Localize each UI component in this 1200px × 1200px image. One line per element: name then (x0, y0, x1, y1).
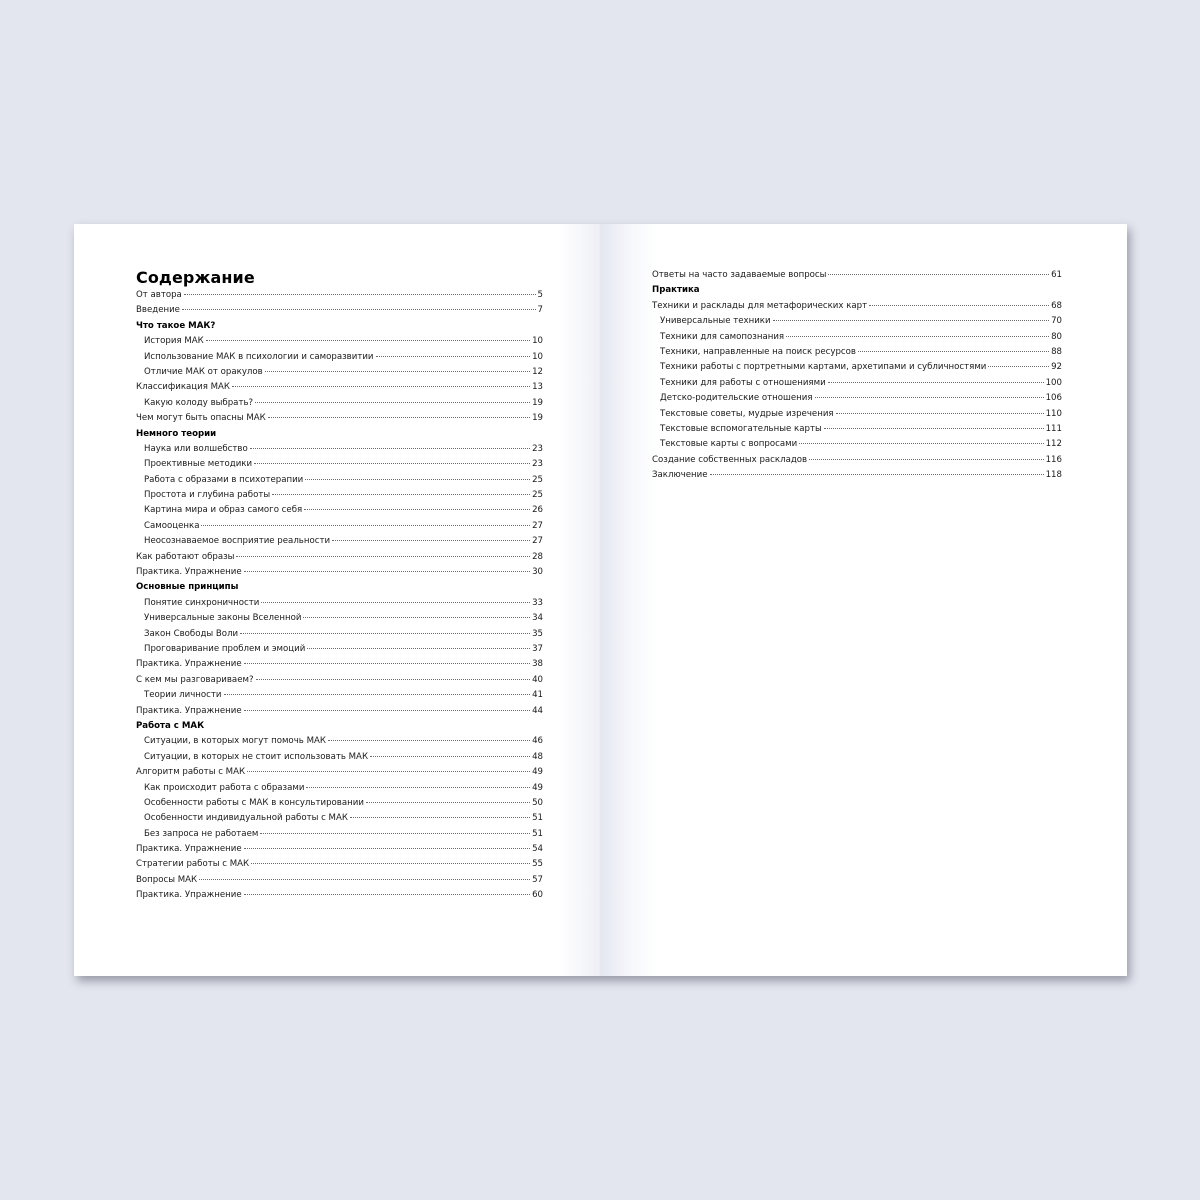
toc-entry-page: 25 (532, 490, 543, 501)
toc-entry-page: 10 (532, 351, 543, 362)
dot-leader (232, 386, 530, 387)
toc-entry-page: 26 (532, 505, 543, 516)
dot-leader (307, 648, 530, 649)
toc-entry-page: 41 (532, 690, 543, 701)
toc-entry (136, 704, 543, 719)
toc-entry (652, 299, 1062, 314)
dot-leader (250, 448, 530, 449)
dot-leader (306, 787, 530, 788)
toc-entry-title: Работа с образами в психотерапии (144, 474, 304, 485)
toc-entry (136, 688, 543, 703)
toc-entry-title: Картина мира и образ самого себя (144, 505, 303, 516)
book-spread (74, 224, 1127, 976)
toc-entry-page: 27 (532, 536, 543, 547)
toc-entry (136, 811, 543, 826)
toc-entry-page: 61 (1051, 270, 1062, 280)
toc-entry-page: 112 (1045, 439, 1062, 450)
toc-entry-title: Использование МАК в психологии и саморазвитии (144, 351, 374, 362)
toc-entry-title: Ситуации, в которых могут помочь МАК (144, 736, 326, 747)
toc-entry-title: Текстовые вспомогательные карты (660, 423, 822, 434)
dot-leader (350, 817, 530, 818)
dot-leader (236, 556, 530, 557)
toc-section-heading: Немного теории (136, 428, 217, 439)
toc-entry-title: Особенности работы с МАК в консультировании (144, 797, 364, 808)
toc-entry (136, 642, 543, 657)
dot-leader (809, 459, 1043, 460)
dot-leader (828, 382, 1044, 383)
toc-entry (652, 268, 1062, 283)
left-page (74, 224, 600, 976)
toc-entry-title: Как работают образы (136, 551, 235, 562)
dot-leader (247, 771, 530, 772)
toc-entry (136, 396, 543, 411)
toc-entry (136, 303, 543, 318)
dot-leader (260, 833, 530, 834)
toc-entry-page: 80 (1051, 331, 1062, 342)
toc-entry-page: 111 (1045, 423, 1062, 434)
toc-entry (136, 611, 543, 626)
dot-leader (244, 894, 530, 895)
dot-leader (265, 371, 530, 372)
dot-leader (988, 366, 1049, 367)
toc-entry (136, 596, 543, 611)
toc-entry-page: 49 (532, 782, 543, 793)
toc-entry (652, 391, 1062, 406)
toc-entry-page: 23 (532, 459, 543, 470)
dot-leader (376, 356, 531, 357)
toc-entry-title: Практика. Упражнение (136, 659, 242, 670)
toc-entry-page: 100 (1045, 377, 1062, 388)
toc-entry (652, 407, 1062, 422)
dot-leader (251, 863, 530, 864)
toc-entry (652, 422, 1062, 437)
dot-leader (182, 309, 536, 310)
toc-entry-page: 23 (532, 443, 543, 454)
toc-entry-page: 57 (532, 874, 543, 885)
dot-leader (305, 479, 530, 480)
toc-entry (136, 873, 543, 888)
toc-entry-page: 34 (532, 613, 543, 624)
toc-entry-title: Ситуации, в которых не стоит использовать МАК (144, 751, 369, 762)
toc-entry (136, 334, 543, 349)
dot-leader (255, 402, 530, 403)
toc-entry-title: Детско-родительские отношения (660, 393, 813, 404)
toc-entry-page: 68 (1051, 300, 1062, 311)
dot-leader (710, 474, 1044, 475)
toc-entry (136, 750, 543, 765)
toc-entry-page: 48 (532, 751, 543, 762)
dot-leader (786, 336, 1049, 337)
toc-entry-title: С кем мы разговариваем? (136, 674, 254, 685)
toc-entry-page: 37 (532, 643, 543, 654)
toc-entry (136, 350, 543, 365)
toc-entry-title: Создание собственных раскладов (652, 454, 808, 465)
toc-entry-page: 54 (532, 844, 543, 855)
toc-entry-title: Понятие синхроничности (144, 597, 260, 608)
dot-leader (254, 463, 530, 464)
toc-entry (136, 519, 543, 534)
dot-leader (332, 540, 530, 541)
toc-entry (136, 781, 543, 796)
toc-entry-page: 55 (532, 859, 543, 870)
toc-entry-page: 35 (532, 628, 543, 639)
toc-entry-title: Ответы на часто задаваемые вопросы (652, 270, 827, 280)
toc-entry-title: История МАК (144, 336, 204, 347)
toc-entry (652, 345, 1062, 360)
toc-entry (136, 673, 543, 688)
toc-entry-title: Техники работы с портретными картами, архетипами и субличностями (660, 362, 987, 373)
toc-entry-page: 92 (1051, 362, 1062, 373)
toc-section-heading: Практика (652, 285, 700, 296)
toc-entry (652, 330, 1062, 345)
toc-entry-page: 13 (532, 382, 543, 393)
toc-entry (136, 827, 543, 842)
toc-entry-title: Простота и глубина работы (144, 490, 271, 501)
toc-entry-page: 7 (537, 305, 543, 316)
dot-leader (240, 633, 530, 634)
toc-entry-page: 110 (1045, 408, 1062, 419)
toc-entry (652, 437, 1062, 452)
dot-leader (815, 397, 1044, 398)
toc-entry-title: Неосознаваемое восприятие реальности (144, 536, 331, 547)
toc-entry-page: 10 (532, 336, 543, 347)
toc-entry-title: Практика. Упражнение (136, 705, 242, 716)
toc-entry-title: Наука или волшебство (144, 443, 248, 454)
toc-entry-page: 27 (532, 520, 543, 531)
toc-entry (652, 314, 1062, 329)
toc-entry (136, 734, 543, 749)
toc-entry (136, 288, 543, 303)
toc-entry-page: 51 (532, 813, 543, 824)
toc-entry-page: 88 (1051, 346, 1062, 357)
toc-entry-title: Классификация МАК (136, 382, 231, 393)
toc-entry-page: 28 (532, 551, 543, 562)
dot-leader (256, 679, 531, 680)
toc-entry (136, 565, 543, 580)
toc-entry-title: Какую колоду выбрать? (144, 397, 254, 408)
toc-entry (136, 857, 543, 872)
toc-entry (136, 365, 543, 380)
dot-leader (773, 320, 1049, 321)
toc-entry-page: 25 (532, 474, 543, 485)
toc-entry-page: 50 (532, 797, 543, 808)
dot-leader (261, 602, 530, 603)
toc-entry-title: Вопросы МАК (136, 874, 198, 885)
toc-entry-title: Самооценка (144, 520, 200, 531)
toc-entry-title: Проективные методики (144, 459, 253, 470)
toc-entry (136, 411, 543, 426)
toc-entry-title: Заключение (652, 470, 708, 481)
toc-entry-title: Универсальные техники (660, 316, 771, 327)
toc-entry (652, 360, 1062, 375)
toc-heading: Содержание (136, 268, 255, 287)
toc-entry-page: 118 (1045, 470, 1062, 481)
dot-leader (206, 340, 530, 341)
dot-leader (304, 509, 530, 510)
toc-entry (136, 534, 543, 549)
dot-leader (199, 879, 530, 880)
toc-entry (136, 657, 543, 672)
dot-leader (272, 494, 530, 495)
toc-entry-title: Практика. Упражнение (136, 844, 242, 855)
toc-entry-title: Техники, направленные на поиск ресурсов (660, 346, 856, 357)
dot-leader (858, 351, 1049, 352)
toc-entry-title: От автора (136, 290, 182, 300)
toc-entry (136, 796, 543, 811)
dot-leader (244, 710, 530, 711)
dot-leader (184, 294, 536, 295)
dot-leader (824, 428, 1044, 429)
dot-leader (224, 694, 531, 695)
toc-entry-page: 46 (532, 736, 543, 747)
toc-entry-title: Техники для работы с отношениями (660, 377, 826, 388)
toc-entry-page: 33 (532, 597, 543, 608)
toc-list-right (652, 268, 1062, 483)
toc-entry (652, 453, 1062, 468)
dot-leader (268, 417, 530, 418)
toc-entry (136, 380, 543, 395)
toc-entry (136, 473, 543, 488)
toc-entry-title: Проговаривание проблем и эмоций (144, 643, 306, 654)
toc-entry-title: Закон Свободы Воли (144, 628, 239, 639)
toc-entry-page: 12 (532, 366, 543, 377)
toc-entry (136, 503, 543, 518)
toc-entry-page: 5 (537, 290, 543, 300)
toc-entry-title: Чем могут быть опасны МАК (136, 413, 266, 424)
dot-leader (244, 663, 530, 664)
dot-leader (869, 305, 1049, 306)
toc-entry (136, 888, 543, 903)
toc-section-heading: Работа с МАК (136, 720, 205, 731)
toc-entry-title: Стратегии работы с МАК (136, 859, 250, 870)
toc-entry-title: Алгоритм работы с МАК (136, 767, 246, 778)
toc-entry-page: 49 (532, 767, 543, 778)
toc-entry (652, 376, 1062, 391)
toc-entry-page: 19 (532, 397, 543, 408)
toc-entry-title: Техники для самопознания (660, 331, 785, 342)
toc-entry-title: Универсальные законы Вселенной (144, 613, 302, 624)
toc-entry-title: Без запроса не работаем (144, 828, 259, 839)
dot-leader (201, 525, 530, 526)
toc-entry-title: Практика. Упражнение (136, 890, 242, 901)
toc-entry-title: Особенности индивидуальной работы с МАК (144, 813, 348, 824)
toc-entry-page: 44 (532, 705, 543, 716)
dot-leader (244, 571, 530, 572)
dot-leader (836, 413, 1044, 414)
toc-section-heading: Что такое МАК? (136, 320, 216, 331)
dot-leader (244, 848, 530, 849)
toc-list-left (136, 288, 543, 904)
toc-entry-title: Текстовые советы, мудрые изречения (660, 408, 834, 419)
toc-section-heading: Основные принципы (136, 582, 239, 593)
toc-entry-title: Техники и расклады для метафорических карт (652, 300, 868, 311)
toc-entry-page: 51 (532, 828, 543, 839)
toc-entry (136, 457, 543, 472)
dot-leader (366, 802, 530, 803)
dot-leader (328, 740, 530, 741)
toc-entry (136, 488, 543, 503)
toc-entry (652, 468, 1062, 483)
toc-entry-page: 106 (1045, 393, 1062, 404)
toc-entry-title: Как происходит работа с образами (144, 782, 305, 793)
toc-entry (136, 765, 543, 780)
toc-entry-title: Теории личности (144, 690, 222, 701)
right-page (600, 224, 1127, 976)
dot-leader (799, 443, 1043, 444)
toc-entry-page: 116 (1045, 454, 1062, 465)
toc-entry-page: 19 (532, 413, 543, 424)
dot-leader (828, 274, 1049, 275)
toc-entry-title: Отличие МАК от оракулов (144, 366, 263, 377)
toc-entry (136, 442, 543, 457)
toc-entry-page: 40 (532, 674, 543, 685)
dot-leader (370, 756, 530, 757)
toc-entry-title: Практика. Упражнение (136, 567, 242, 578)
toc-entry (136, 627, 543, 642)
toc-entry-page: 70 (1051, 316, 1062, 327)
toc-entry-page: 30 (532, 567, 543, 578)
toc-entry-page: 38 (532, 659, 543, 670)
dot-leader (303, 617, 530, 618)
toc-entry-page: 60 (532, 890, 543, 901)
toc-entry-title: Текстовые карты с вопросами (660, 439, 798, 450)
toc-entry (136, 842, 543, 857)
toc-entry-title: Введение (136, 305, 180, 316)
toc-entry (136, 550, 543, 565)
